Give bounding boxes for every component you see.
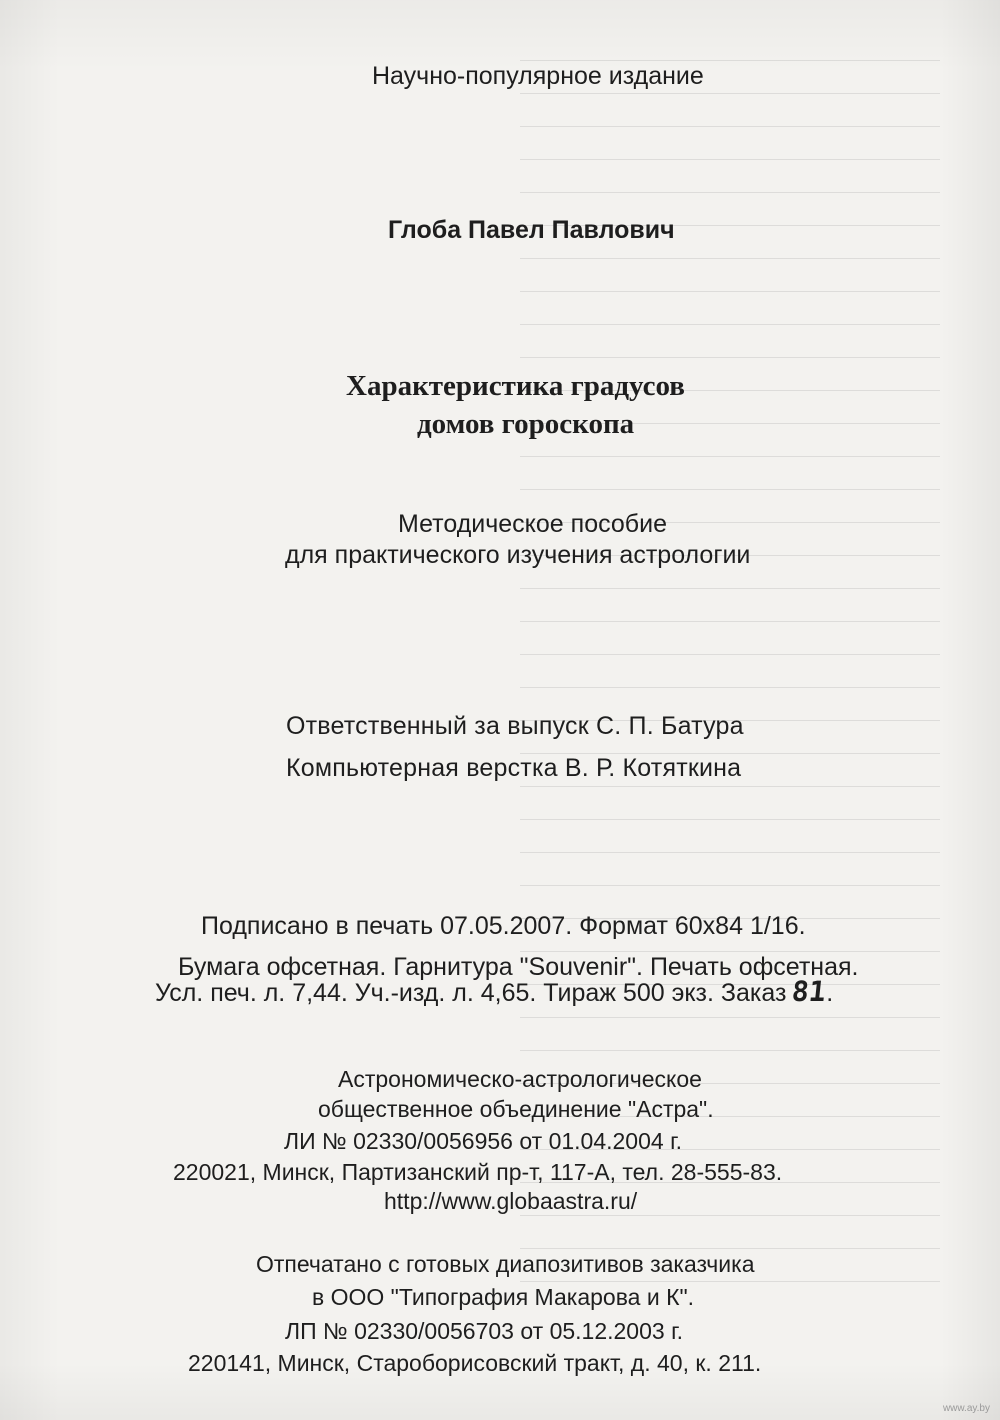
publisher-address: 220021, Минск, Партизанский пр-т, 117-А, тел. 28-555-83. [173, 1159, 783, 1185]
printer-line-2: в ООО "Типография Макарова и К". [312, 1284, 695, 1310]
handwritten-order-number: 81 [790, 975, 828, 1008]
print-specs-line-2: Бумага офсетная. Гарнитура "Souvenir". Печать офсетная. [178, 953, 859, 981]
layout-credit: Компьютерная верстка В. Р. Котяткина [286, 754, 742, 782]
author-name: Глоба Павел Павлович [388, 216, 675, 244]
book-title-line-2: домов гороскопа [417, 408, 635, 440]
publisher-website: http://www.globaastra.ru/ [384, 1188, 638, 1214]
publisher-license: ЛИ № 02330/0056956 от 01.04.2004 г. [284, 1128, 683, 1154]
publisher-line-2: общественное объединение "Астра". [318, 1096, 714, 1122]
print-specs-line-3-text: Усл. печ. л. 7,44. Уч.-изд. л. 4,65. Тираж 500 экз. Заказ [155, 979, 787, 1007]
order-suffix: . [826, 979, 834, 1007]
responsible-editor: Ответственный за выпуск С. П. Батура [286, 712, 744, 740]
printer-line-1: Отпечатано с готовых диапозитивов заказчика [256, 1251, 755, 1277]
subtitle-line-1: Методическое пособие [398, 510, 667, 538]
printer-address: 220141, Минск, Староборисовский тракт, д. 40, к. 211. [188, 1350, 762, 1376]
site-watermark: www.ay.by [942, 1403, 990, 1414]
printer-license: ЛП № 02330/0056703 от 05.12.2003 г. [285, 1318, 684, 1344]
subtitle-line-2: для практического изучения астрологии [285, 541, 751, 569]
edition-type: Научно-популярное издание [372, 62, 704, 90]
book-title-line-1: Характеристика градусов [346, 370, 685, 402]
print-specs-line-3 [155, 975, 1000, 1008]
publisher-line-1: Астрономическо-астрологическое [338, 1066, 702, 1092]
print-specs-line-1: Подписано в печать 07.05.2007. Формат 60x84 1/16. [201, 912, 806, 940]
